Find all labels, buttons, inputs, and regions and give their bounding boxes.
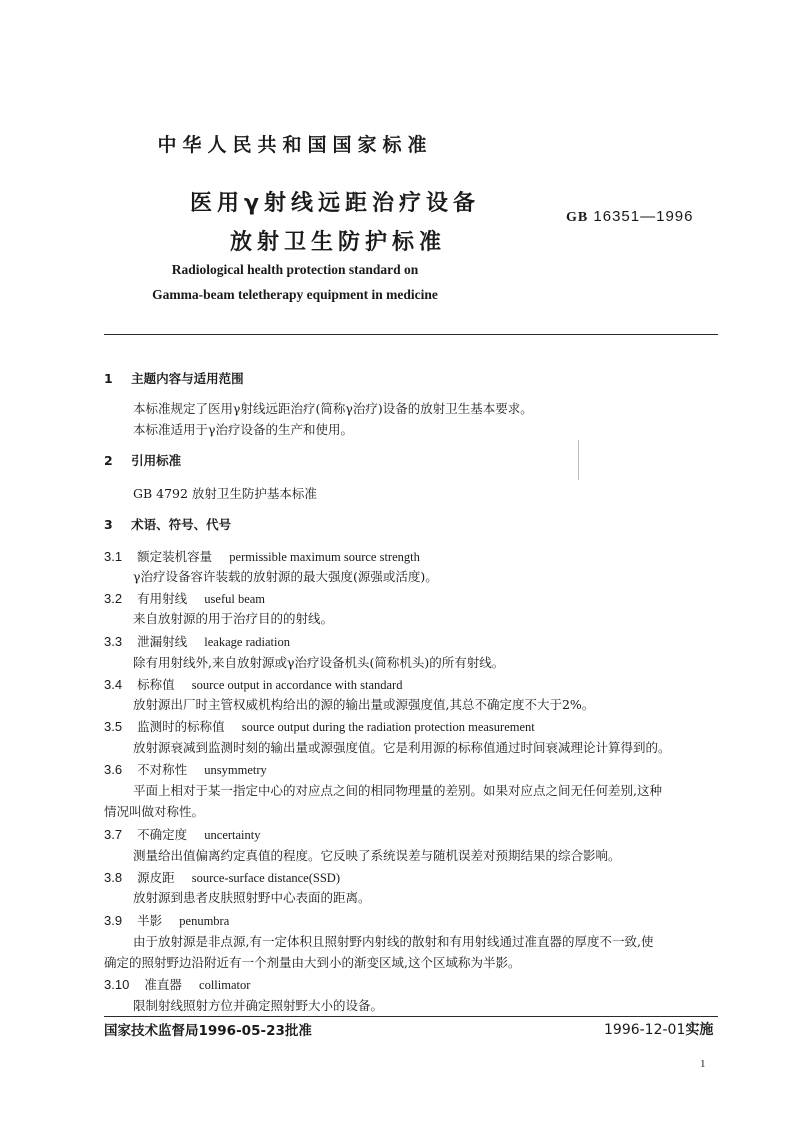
- term-chinese: 不确定度: [137, 827, 188, 842]
- term-3-2-definition: 来自放射源的用于治疗目的的射线。: [133, 611, 334, 626]
- footer-divider: [104, 1016, 718, 1017]
- term-3-4: [104, 674, 402, 693]
- title-line-2: 放射卫生防护标准: [230, 230, 447, 255]
- term-number: 3.6: [104, 762, 123, 777]
- title-line-1: 医用γ射线远距治疗设备: [190, 191, 480, 216]
- section-1-heading: [104, 369, 244, 387]
- term-3-6: [104, 759, 267, 778]
- term-3-7-definition: 测量给出值偏离约定真值的程度。它反映了系统误差与随机误差对预期结果的综合影响。: [133, 848, 621, 863]
- effective-date: 1996-12-01: [604, 1022, 686, 1038]
- standard-prefix: GB: [566, 210, 589, 225]
- term-3-8: [104, 867, 340, 886]
- approval-line: 国家技术监督局1996-05-23批准: [104, 1023, 312, 1039]
- effective-date-line: [604, 1019, 713, 1039]
- term-chinese: 准直器: [144, 977, 182, 992]
- term-chinese: 源皮距: [137, 870, 175, 885]
- term-3-8-definition: 放射源到患者皮肤照射野中心表面的距离。: [133, 890, 371, 905]
- section-title: 主题内容与适用范围: [131, 371, 244, 386]
- term-chinese: 标称值: [137, 677, 175, 692]
- term-3-6-definition: 平面上相对于某一指定中心的对应点之间的相同物理量的差别。如果对应点之间无任何差别,这种: [133, 783, 662, 798]
- term-3-2: [104, 588, 265, 607]
- header-divider: [104, 334, 718, 335]
- term-english: collimator: [199, 978, 251, 992]
- term-3-10-definition: 限制射线照射方位并确定照射野大小的设备。: [133, 998, 384, 1013]
- standard-code: [566, 208, 694, 226]
- term-english: uncertainty: [204, 828, 261, 842]
- term-number: 3.7: [104, 827, 123, 842]
- english-title-line-2: Gamma-beam teletherapy equipment in medicine: [152, 287, 438, 302]
- section-2-paragraph-1: GB 4792 放射卫生防护基本标准: [133, 486, 317, 501]
- term-english: source output during the radiation protection measurement: [241, 720, 535, 734]
- term-english: source output in accordance with standard: [191, 678, 403, 692]
- term-number: 3.3: [104, 634, 123, 649]
- section-1-paragraph-1: 本标准规定了医用γ射线远距治疗(简称γ治疗)设备的放射卫生基本要求。: [133, 401, 533, 416]
- term-number: 3.8: [104, 870, 123, 885]
- term-number: 3.4: [104, 677, 123, 692]
- term-chinese: 监测时的标称值: [137, 719, 225, 734]
- term-3-6-definition-cont: 情况叫做对称性。: [104, 804, 205, 819]
- term-3-5: [104, 716, 535, 735]
- term-chinese: 有用射线: [137, 591, 188, 606]
- scan-mark: [578, 440, 579, 480]
- term-number: 3.9: [104, 913, 123, 928]
- section-number: 1: [104, 371, 113, 386]
- term-chinese: 半影: [137, 913, 163, 928]
- term-3-9-definition: 由于放射源是非点源,有一定体积且照射野内射线的散射和有用射线通过准直器的厚度不一致,使: [133, 934, 654, 949]
- term-3-9: [104, 910, 229, 929]
- issuing-org: 中华人民共和国国家标准: [157, 134, 433, 156]
- term-3-1-definition: γ治疗设备容许装载的放射源的最大强度(源强或活度)。: [133, 569, 438, 584]
- term-3-7: [104, 824, 261, 843]
- section-number: 3: [104, 517, 113, 532]
- term-english: penumbra: [179, 914, 230, 928]
- standard-number: 16351—1996: [593, 208, 694, 225]
- section-2-heading: [104, 451, 181, 469]
- term-english: useful beam: [204, 592, 266, 606]
- term-english: unsymmetry: [204, 763, 267, 777]
- english-title-line-1: Radiological health protection standard on: [171, 262, 419, 277]
- term-number: 3.10: [104, 977, 130, 992]
- term-3-4-definition: 放射源出厂时主管权威机构给出的源的输出量或源强度值,其总不确定度不大于2%。: [133, 697, 595, 712]
- term-english: permissible maximum source strength: [229, 550, 420, 564]
- effective-label: 实施: [685, 1022, 714, 1038]
- term-number: 3.5: [104, 719, 123, 734]
- term-chinese: 不对称性: [137, 762, 188, 777]
- term-3-10: [104, 974, 250, 993]
- term-number: 3.1: [104, 549, 123, 564]
- page-number: 1: [700, 1058, 706, 1070]
- term-english: leakage radiation: [204, 635, 290, 649]
- term-chinese: 额定装机容量: [137, 549, 213, 564]
- term-number: 3.2: [104, 591, 123, 606]
- section-1-paragraph-2: 本标准适用于γ治疗设备的生产和使用。: [133, 422, 353, 437]
- term-3-3-definition: 除有用射线外,来自放射源或γ治疗设备机头(简称机头)的所有射线。: [133, 655, 505, 670]
- term-3-9-definition-cont: 确定的照射野边沿附近有一个剂量由大到小的渐变区域,这个区域称为半影。: [104, 955, 521, 970]
- term-3-3: [104, 631, 290, 650]
- term-chinese: 泄漏射线: [137, 634, 188, 649]
- section-title: 术语、符号、代号: [131, 517, 232, 532]
- section-title: 引用标准: [131, 453, 182, 468]
- term-english: source-surface distance(SSD): [191, 871, 340, 885]
- section-3-heading: [104, 515, 231, 533]
- section-number: 2: [104, 453, 113, 468]
- term-3-1: [104, 546, 420, 565]
- term-3-5-definition: 放射源衰减到监测时刻的输出量或源强度值。它是利用源的标称值通过时间衰减理论计算得到的。: [133, 740, 671, 755]
